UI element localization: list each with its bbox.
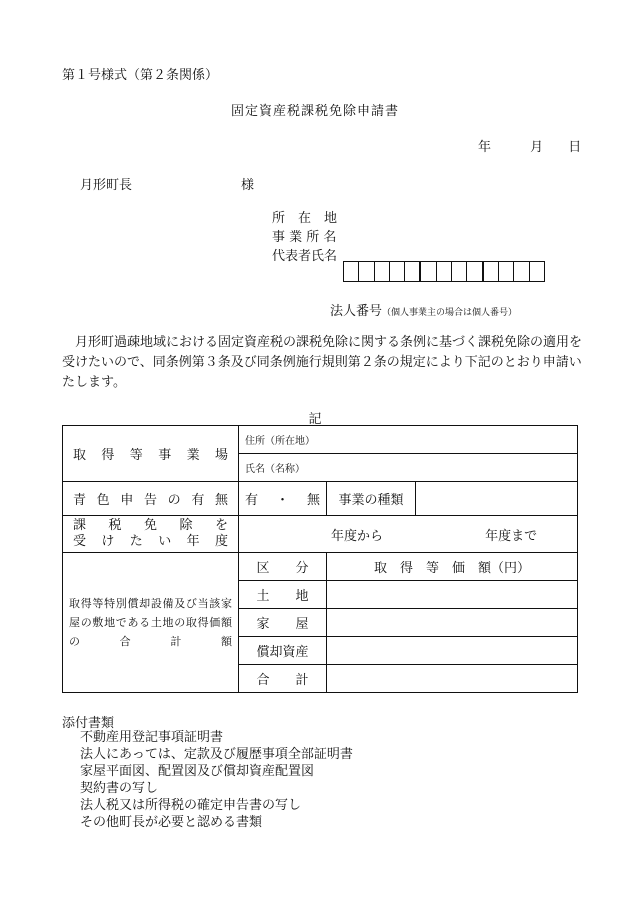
total-acquisition-note: 取得等特別償却設備及び当該家屋の敷地である土地の取得価額の合計額 [63, 553, 239, 693]
form-title: 固定資産税課税免除申請書 [230, 104, 399, 119]
digit-box[interactable] [389, 262, 404, 281]
date-day: 日 [568, 140, 582, 155]
digit-box[interactable] [404, 262, 419, 281]
year-from: 年度から [331, 528, 384, 544]
business-address-field[interactable]: 住所（所在地） [239, 426, 578, 454]
digit-box[interactable] [374, 262, 389, 281]
amount-header: 取 得 等 価 額（円） [327, 553, 578, 581]
amount-land[interactable] [327, 581, 578, 609]
digit-box[interactable] [436, 262, 451, 281]
date-month: 月 [530, 140, 544, 155]
business-type-field[interactable] [416, 482, 578, 516]
digit-box[interactable] [466, 262, 481, 281]
digit-box[interactable] [513, 262, 528, 281]
date-line [478, 136, 581, 155]
corporate-number-label [330, 300, 517, 319]
list-item: 契約書の写し [80, 781, 159, 796]
corporate-number-boxes[interactable] [343, 261, 545, 282]
digit-box[interactable] [482, 262, 498, 281]
ki-heading: 記 [308, 412, 322, 427]
exemption-year-label [63, 516, 239, 553]
business-type-label: 事業の種類 [327, 482, 416, 516]
corp-no-note: （個人事業主の場合は個人番号） [382, 308, 518, 318]
digit-box[interactable] [498, 262, 513, 281]
blue-return-label: 青色申告の有無 [63, 482, 239, 516]
digit-box[interactable] [344, 262, 358, 281]
exemption-year-label-1: 課税免除を [73, 518, 228, 533]
row-depreciable-assets: 償却資産 [239, 637, 327, 665]
corp-no-label: 法人番号 [330, 304, 383, 319]
year-to: 年度まで [485, 528, 538, 544]
row-total: 合 計 [239, 665, 327, 693]
exemption-year-field[interactable] [239, 516, 578, 553]
representative-label: 代表者氏名 [272, 249, 338, 264]
address-label: 所 在 地 [272, 211, 338, 226]
date-year: 年 [478, 140, 492, 155]
row-land: 土 地 [239, 581, 327, 609]
amount-building[interactable] [327, 609, 578, 637]
honorific: 様 [241, 178, 255, 193]
form-number: 第１号様式（第２条関係） [62, 68, 219, 83]
amount-depreciable-assets[interactable] [327, 637, 578, 665]
addressee: 月形町長 [80, 178, 133, 193]
office-name-label: 事 業 所 名 [272, 230, 337, 245]
row-building: 家 屋 [239, 609, 327, 637]
attachments-list [80, 729, 353, 831]
list-item: 不動産用登記事項証明書 [80, 730, 224, 745]
list-item: その他町長が必要と認める書類 [80, 815, 263, 830]
list-item: 法人にあっては、定款及び履歴事項全部証明書 [80, 747, 353, 762]
amount-total[interactable] [327, 665, 578, 693]
business-site-label: 取得等事業場 [63, 426, 239, 482]
digit-box[interactable] [419, 262, 435, 281]
digit-box[interactable] [358, 262, 373, 281]
request-statement: 月形町過疎地域における固定資産税の課税免除に関する条例に基づく課税免除の適用を受けたいので、同条例第３条及び同条例施行規則第２条の規定により下記のとおり申請いたします。 [62, 335, 583, 390]
list-item: 家屋平面図、配置図及び償却資産配置図 [80, 764, 315, 779]
category-header: 区 分 [239, 553, 327, 581]
list-item: 法人税又は所得税の確定申告書の写し [80, 798, 302, 813]
exemption-year-label-2: 受けたい年度 [73, 534, 228, 549]
attachments-heading: 添付書類 [62, 716, 115, 731]
digit-box[interactable] [529, 262, 544, 281]
application-table [62, 425, 578, 693]
business-name-field[interactable]: 氏名（名称） [239, 454, 578, 482]
blue-return-choice[interactable]: 有 ・ 無 [239, 482, 327, 516]
digit-box[interactable] [451, 262, 466, 281]
